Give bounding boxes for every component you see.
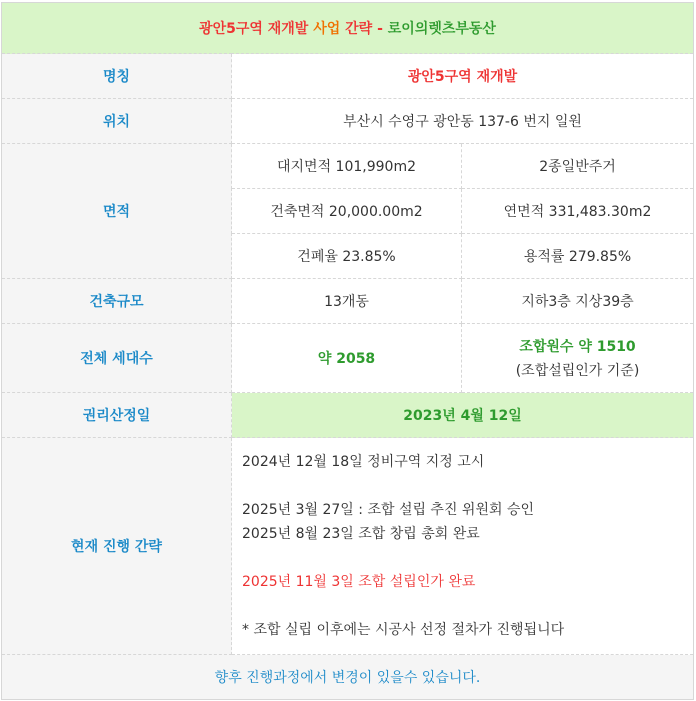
value-buildings: 13개동: [232, 279, 462, 324]
progress-line-2: 2025년 3월 27일 : 조합 설립 추진 위원회 승인: [242, 502, 535, 518]
table-title: [2, 3, 694, 54]
value-far: 용적률 279.85%: [462, 234, 694, 279]
value-members-note: (조합설립인가 기준): [515, 363, 640, 379]
value-floor-area: 연면적 331,483.30m2: [462, 189, 694, 234]
value-building-area: 건축면적 20,000.00m2: [232, 189, 462, 234]
label-name: 명칭: [2, 54, 232, 99]
progress-line-5: * 조합 실립 이후에는 시공사 선정 절차가 진행됩니다: [242, 622, 565, 638]
label-rights-date: 권리산정일: [2, 393, 232, 438]
row-area-1: [2, 144, 694, 189]
value-name: 광안5구역 재개발: [232, 54, 694, 99]
progress-line-3: 2025년 8월 23일 조합 창립 총회 완료: [242, 526, 480, 542]
value-floors: 지하3층 지상39층: [462, 279, 694, 324]
title-part-2: 사업: [313, 21, 341, 37]
row-progress: [2, 438, 694, 655]
value-rights-date: 2023년 4월 12일: [232, 393, 694, 438]
value-total-households: 약 2058: [232, 324, 462, 393]
project-summary-table: [1, 2, 694, 700]
value-members-cell: [462, 324, 694, 393]
title-row: [2, 3, 694, 54]
progress-line-4: 2025년 11월 3일 조합 설립인가 완료: [242, 574, 476, 590]
value-members: 조합원수 약 1510: [519, 339, 636, 355]
label-households: 전체 세대수: [2, 324, 232, 393]
row-scale: [2, 279, 694, 324]
footer-row: [2, 655, 694, 700]
footer-note: 향후 진행과정에서 변경이 있을수 있습니다.: [2, 655, 694, 700]
label-area: 면적: [2, 144, 232, 279]
label-location: 위치: [2, 99, 232, 144]
row-households: [2, 324, 694, 393]
title-part-4: 로이의렛츠부동산: [387, 21, 496, 37]
label-scale: 건축규모: [2, 279, 232, 324]
value-land-area: 대지면적 101,990m2: [232, 144, 462, 189]
title-part-3: 간략 -: [340, 21, 388, 37]
row-rights-date: [2, 393, 694, 438]
value-zone: 2종일반주거: [462, 144, 694, 189]
progress-line-1: 2024년 12월 18일 정비구역 지정 고시: [242, 454, 485, 470]
row-name: [2, 54, 694, 99]
row-location: [2, 99, 694, 144]
title-part-1: 광안5구역 재개발: [199, 21, 314, 37]
value-progress: [232, 438, 694, 655]
label-progress: 현재 진행 간략: [2, 438, 232, 655]
value-location: 부산시 수영구 광안동 137-6 번지 일원: [232, 99, 694, 144]
value-coverage: 건폐율 23.85%: [232, 234, 462, 279]
